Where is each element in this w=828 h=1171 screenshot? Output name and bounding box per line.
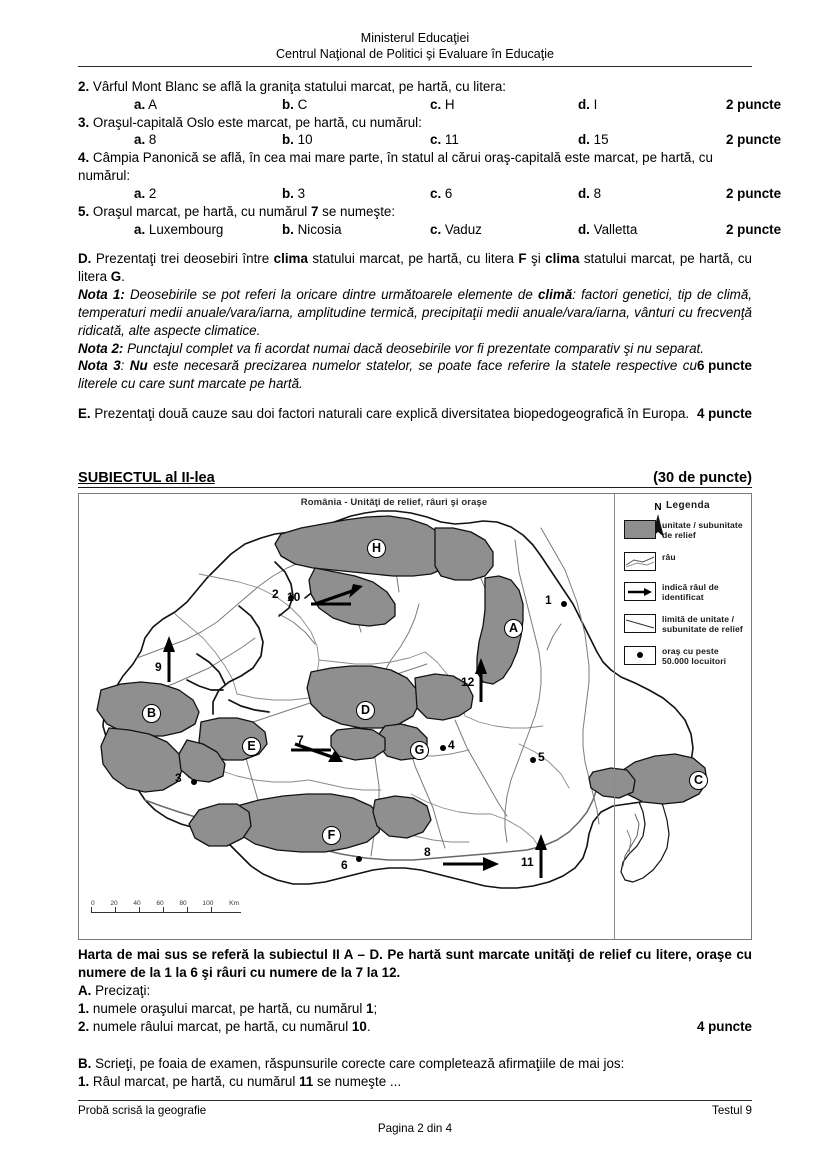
option-c-key: c. bbox=[430, 185, 442, 201]
city-number-6: 6 bbox=[341, 858, 348, 872]
scale-bar-tick bbox=[187, 907, 188, 912]
option-d-key: d. bbox=[578, 96, 590, 112]
romania-relief-map bbox=[78, 493, 752, 940]
nota-1-bold: climă bbox=[537, 287, 573, 303]
question-5-number: 5. bbox=[78, 203, 90, 219]
nota-3-colon: : bbox=[120, 358, 130, 374]
nota-3-label: Nota 3 bbox=[78, 358, 121, 374]
item-d-label: D. bbox=[78, 251, 92, 267]
item-a-1-num: 1. bbox=[78, 1000, 90, 1016]
option-d[interactable] bbox=[578, 221, 726, 239]
scale-numbers bbox=[91, 900, 241, 907]
item-d bbox=[78, 250, 752, 286]
option-b[interactable] bbox=[282, 221, 430, 239]
relief-letter-E: E bbox=[242, 737, 261, 756]
footer-test-id: Testul 9 bbox=[712, 1104, 752, 1117]
legend-label-line2: subunitate de relief bbox=[662, 624, 743, 635]
item-a-2-pre: numele râului marcat, pe hartă, cu numărul bbox=[89, 1018, 352, 1034]
legend-label-line1: unitate / subunitate bbox=[662, 520, 743, 530]
question-5 bbox=[78, 203, 782, 239]
river-number-9: 9 bbox=[155, 660, 162, 674]
item-a-label: A. bbox=[78, 982, 92, 998]
document-header bbox=[78, 30, 752, 67]
option-c-key: c. bbox=[430, 96, 442, 112]
option-a-key: a. bbox=[134, 132, 146, 148]
nota-1 bbox=[78, 286, 752, 339]
item-b-section bbox=[78, 1055, 752, 1091]
legend-label-line2: 50.000 locuitori bbox=[662, 656, 727, 667]
option-c[interactable] bbox=[430, 96, 578, 114]
legend-label-line1: indică râul de bbox=[662, 581, 719, 592]
item-b-1 bbox=[78, 1073, 752, 1091]
option-d[interactable] bbox=[578, 131, 726, 149]
option-b-value: 10 bbox=[297, 132, 313, 148]
option-c[interactable] bbox=[430, 131, 578, 149]
item-b-1-post: se numeşte ... bbox=[313, 1073, 402, 1089]
item-b-1-num: 1. bbox=[78, 1073, 90, 1089]
river-number-12: 12 bbox=[461, 675, 475, 689]
arrow-right-swatch-icon bbox=[624, 582, 656, 601]
item-b-text: Scrieţi, pe foaia de examen, răspunsurile corecte care completează afirmaţiile de mai jos: bbox=[91, 1056, 625, 1071]
city-dot-6 bbox=[356, 856, 362, 862]
city-dot-swatch-icon bbox=[624, 646, 656, 665]
legend-item-relief-unit bbox=[624, 520, 752, 541]
city-number-4: 4 bbox=[448, 738, 455, 752]
scale-tick-40: 40 bbox=[133, 900, 141, 907]
option-d-value: 15 bbox=[593, 132, 609, 148]
option-a[interactable] bbox=[134, 96, 282, 114]
river-number-11: 11 bbox=[521, 855, 534, 869]
item-a-1-post: ; bbox=[373, 1000, 378, 1016]
item-e-label: E. bbox=[78, 406, 91, 422]
option-c-key: c. bbox=[430, 132, 442, 148]
item-d-text-5: . bbox=[121, 269, 125, 285]
item-d-points: 6 puncte bbox=[696, 358, 752, 374]
option-c-value: H bbox=[444, 96, 455, 112]
scale-bar-tick bbox=[139, 907, 140, 912]
item-a-2-post: . bbox=[366, 1018, 371, 1034]
page-footer bbox=[78, 1100, 752, 1135]
question-5-points: 2 puncte bbox=[726, 221, 782, 237]
option-b-key: b. bbox=[282, 96, 294, 112]
question-5-marker: 7 bbox=[310, 203, 319, 219]
option-c-value: Vaduz bbox=[444, 221, 482, 237]
item-a-2-marker: 10 bbox=[351, 1018, 367, 1034]
question-4-number: 4. bbox=[78, 150, 90, 166]
legend-label-city bbox=[662, 646, 726, 667]
legend-label-line2: de relief bbox=[662, 530, 696, 541]
scale-bar-tick bbox=[211, 907, 212, 912]
item-d-text-2: statului marcat, pe hartă, cu litera bbox=[307, 251, 519, 267]
item-a-1 bbox=[78, 1000, 752, 1018]
legend-label-line1: oraş cu peste bbox=[662, 645, 719, 656]
map-intro: Harta de mai sus se referă la subiectul II A – D. Pe hartă sunt marcate unităţi de relief cu litere, oraşe cu numere de la 1 la 6 şi râuri cu numere de la 7 la 12. bbox=[78, 947, 752, 980]
option-d[interactable] bbox=[578, 96, 726, 114]
legend-item-river bbox=[624, 552, 752, 571]
north-label: N bbox=[654, 502, 662, 513]
option-d[interactable] bbox=[578, 185, 726, 203]
relief-letter-A: A bbox=[504, 619, 523, 638]
nota-2 bbox=[78, 340, 752, 358]
city-number-3: 3 bbox=[175, 771, 182, 785]
option-a-value: 8 bbox=[148, 132, 157, 148]
option-b[interactable] bbox=[282, 131, 430, 149]
option-c-value: 6 bbox=[444, 185, 453, 201]
option-b-key: b. bbox=[282, 221, 294, 237]
item-a-2-num: 2. bbox=[78, 1018, 90, 1034]
item-e-text: Prezentaţi două cauze sau doi factori naturali care explică diversitatea biopedogeografică în Europa. bbox=[90, 406, 690, 422]
relief-letter-H: H bbox=[367, 539, 386, 558]
item-a-1-pre: numele oraşului marcat, pe hartă, cu numărul bbox=[89, 1000, 367, 1016]
option-d-key: d. bbox=[578, 185, 590, 201]
option-a-key: a. bbox=[134, 96, 146, 112]
legend-label-river: râu bbox=[662, 551, 676, 562]
nota-3-text: este necesară precizarea numelor statelor, se poate face referire la statele respective cu literele cu care sunt marcate pe hartă. bbox=[78, 358, 697, 392]
relief-unit-swatch-icon bbox=[624, 520, 656, 539]
option-d-key: d. bbox=[578, 221, 590, 237]
question-3 bbox=[78, 114, 782, 150]
option-a-value: A bbox=[148, 96, 158, 112]
boundary-line-swatch-icon bbox=[624, 614, 656, 633]
option-a[interactable] bbox=[134, 131, 282, 149]
subiectul-2-points: (30 de puncte) bbox=[653, 470, 752, 486]
option-a-value: Luxembourg bbox=[148, 221, 224, 237]
item-b-1-pre: Râul marcat, pe hartă, cu numărul bbox=[89, 1073, 300, 1089]
question-4-points: 2 puncte bbox=[726, 185, 782, 201]
question-3-options bbox=[78, 131, 782, 149]
scale-tick-60: 60 bbox=[156, 900, 164, 907]
legend-label-boundary bbox=[662, 614, 743, 635]
question-4 bbox=[78, 149, 782, 202]
scale-tick-20: 20 bbox=[110, 900, 118, 907]
option-d-value: I bbox=[593, 96, 598, 112]
question-3-stem bbox=[78, 114, 752, 132]
legend-label-line1: limită de unitate / bbox=[662, 613, 735, 624]
legend-label-line2: identificat bbox=[662, 592, 704, 603]
nota-1-text-b: : factori genetici, tip de climă, temperaturi medii anuale/vara/iarna, amplitudine termică, precipitaţii medii anuale/vara/iarna, vânturi cu frecvenţă ridicată, alte aspecte climatice. bbox=[78, 287, 752, 338]
item-a bbox=[78, 982, 752, 1000]
nota-3-bold-nu: Nu bbox=[129, 358, 148, 374]
city-number-1: 1 bbox=[545, 593, 552, 607]
legend-label-river-indicator bbox=[662, 582, 719, 603]
map-title: România - Unităţi de relief, râuri şi oraşe bbox=[300, 497, 488, 508]
item-a-1-marker: 1 bbox=[366, 1000, 374, 1016]
option-a-key: a. bbox=[134, 221, 146, 237]
legend-item-city bbox=[624, 646, 752, 667]
map-legend bbox=[624, 500, 752, 678]
legend-label-relief-unit bbox=[662, 520, 743, 541]
question-4-stem bbox=[78, 149, 752, 185]
scale-tick-80: 80 bbox=[179, 900, 187, 907]
map-scale-bar bbox=[91, 900, 241, 913]
option-b-value: Nicosia bbox=[297, 221, 342, 237]
header-rule bbox=[78, 66, 752, 67]
river-number-7: 7 bbox=[297, 733, 304, 747]
option-b-value: 3 bbox=[297, 185, 306, 201]
option-c-key: c. bbox=[430, 221, 442, 237]
question-5-stem bbox=[78, 203, 752, 221]
subiectul-2-title: SUBIECTUL al II-lea bbox=[78, 470, 215, 486]
city-number-5: 5 bbox=[538, 750, 545, 764]
city-dot-4 bbox=[440, 745, 446, 751]
option-a[interactable] bbox=[134, 185, 282, 203]
scale-unit: Km bbox=[229, 900, 239, 907]
item-d-text-4: statului marcat, pe hartă, cu litera bbox=[78, 251, 752, 285]
question-2-options bbox=[78, 96, 782, 114]
scale-bar-tick bbox=[115, 907, 116, 912]
city-number-2: 2 bbox=[272, 587, 279, 601]
option-d-key: d. bbox=[578, 132, 590, 148]
legend-title: Legenda bbox=[666, 500, 710, 511]
river-line-swatch-icon bbox=[624, 552, 656, 571]
item-d-letter-g: G bbox=[110, 269, 122, 285]
option-d-value: 8 bbox=[593, 185, 602, 201]
relief-letter-C: C bbox=[689, 771, 708, 790]
option-c[interactable] bbox=[430, 221, 578, 239]
question-2-stem bbox=[78, 78, 752, 96]
nota-3 bbox=[78, 357, 752, 393]
item-a-points: 4 puncte bbox=[696, 1018, 752, 1034]
relief-letter-F: F bbox=[322, 826, 341, 845]
question-2-number: 2. bbox=[78, 79, 90, 94]
question-5-options bbox=[78, 221, 782, 239]
nota-1-label: Nota 1: bbox=[78, 287, 125, 303]
item-d-text-1: Prezentaţi trei deosebiri între bbox=[91, 251, 274, 267]
item-e-points: 4 puncte bbox=[696, 406, 752, 422]
item-a-text: Precizaţi: bbox=[91, 982, 151, 998]
relief-letter-D: D bbox=[356, 701, 375, 720]
option-c[interactable] bbox=[430, 185, 578, 203]
nota-2-label: Nota 2: bbox=[78, 340, 124, 356]
item-b-label: B. bbox=[78, 1056, 92, 1071]
after-map-section bbox=[78, 946, 752, 1036]
item-e bbox=[78, 405, 752, 423]
question-4-options bbox=[78, 185, 782, 203]
item-d-letter-f: F bbox=[518, 251, 527, 267]
item-d-bold-3: clima bbox=[545, 251, 580, 267]
footer-page-number: Pagina 2 din 4 bbox=[377, 1122, 453, 1135]
ministry-line: Ministerul Educaţiei bbox=[360, 31, 470, 45]
option-a[interactable] bbox=[134, 221, 282, 239]
nota-2-text: Punctajul complet va fi acordat numai dacă deosebirile vor fi prezentate comparativ şi nu separat. bbox=[123, 340, 704, 356]
legend-divider bbox=[614, 494, 615, 939]
item-d-bold-1: clima bbox=[273, 251, 308, 267]
city-dot-3 bbox=[191, 779, 197, 785]
river-number-10: 10 bbox=[287, 590, 301, 604]
item-a-2 bbox=[78, 1018, 752, 1036]
question-2 bbox=[78, 78, 782, 114]
option-d-value: Valletta bbox=[593, 221, 638, 237]
item-b-1-marker: 11 bbox=[299, 1073, 314, 1089]
question-3-points: 2 puncte bbox=[726, 132, 782, 148]
scale-bar-tick bbox=[91, 907, 92, 912]
question-3-number: 3. bbox=[78, 114, 90, 130]
scale-tick-0: 0 bbox=[91, 900, 95, 907]
footer-row bbox=[78, 1104, 752, 1117]
question-4-text: Câmpia Panonică se află, în cea mai mare parte, în statul al cărui oraş-capitală este marcat, pe hartă, cu numărul: bbox=[78, 150, 713, 184]
option-a-value: 2 bbox=[148, 185, 157, 201]
questions-section bbox=[78, 78, 782, 423]
option-b-value: C bbox=[297, 96, 308, 112]
option-a-key: a. bbox=[134, 185, 146, 201]
city-dot-5 bbox=[530, 757, 536, 763]
question-2-text: Vârful Mont Blanc se află la graniţa statului marcat, pe hartă, cu litera: bbox=[92, 79, 506, 94]
nota-1-text-a: Deosebirile se pot referi la oricare dintre următoarele elemente de bbox=[124, 287, 538, 303]
question-3-text: Oraşul-capitală Oslo este marcat, pe hartă, cu numărul: bbox=[92, 114, 422, 130]
option-b[interactable] bbox=[282, 96, 430, 114]
option-b-key: b. bbox=[282, 132, 294, 148]
relief-letter-G: G bbox=[410, 741, 429, 760]
question-5-text-pre: Oraşul marcat, pe hartă, cu numărul bbox=[92, 203, 311, 219]
scale-bar-tick bbox=[163, 907, 164, 912]
river-number-8: 8 bbox=[424, 845, 431, 859]
scale-bar-line bbox=[91, 908, 241, 913]
option-b-key: b. bbox=[282, 185, 294, 201]
item-b bbox=[78, 1055, 752, 1073]
footer-subject: Probă scrisă la geografie bbox=[78, 1104, 207, 1117]
scale-tick-100: 100 bbox=[202, 900, 214, 907]
question-5-text-post: se numeşte: bbox=[318, 203, 396, 219]
legend-item-river-indicator bbox=[624, 582, 752, 603]
city-dot-glyph bbox=[637, 652, 643, 658]
relief-letter-B: B bbox=[142, 704, 161, 723]
item-d-text-3: şi bbox=[526, 251, 546, 267]
center-line: Centrul Naţional de Politici şi Evaluare în Educaţie bbox=[276, 47, 554, 62]
question-2-points: 2 puncte bbox=[726, 96, 782, 112]
option-b[interactable] bbox=[282, 185, 430, 203]
subiectul-2-heading bbox=[78, 470, 752, 488]
option-c-value: 11 bbox=[444, 132, 459, 148]
city-dot-1 bbox=[561, 601, 567, 607]
legend-item-boundary bbox=[624, 614, 752, 635]
